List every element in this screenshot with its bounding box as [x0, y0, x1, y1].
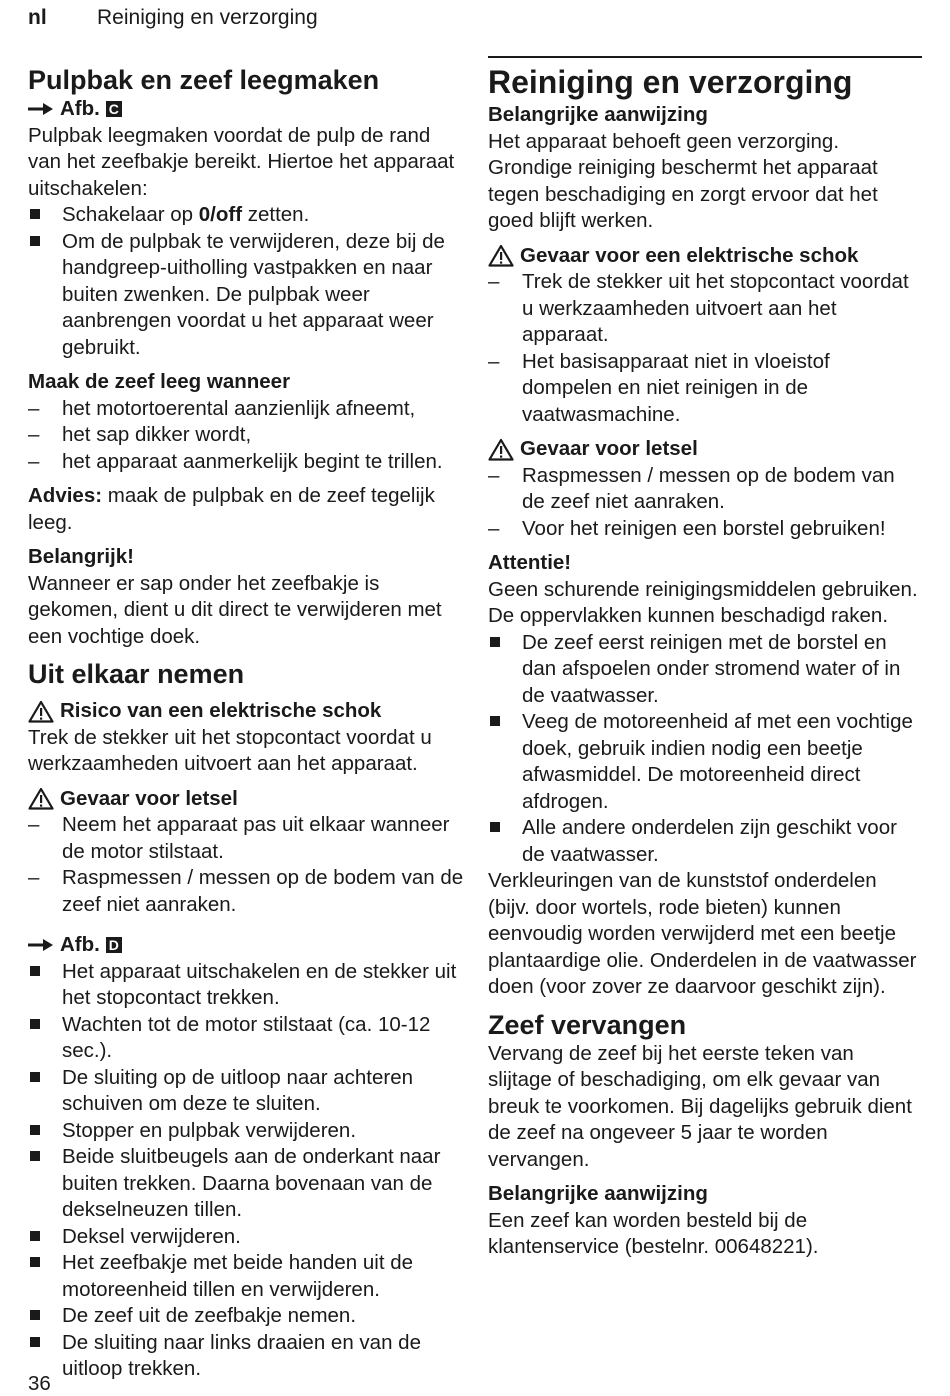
list-item: Om de pulpbak te verwijderen, deze bij de handgreep-uitholling vastpakken en naar buiten zwenken. De pulpbak weer aanbrengen voordat u het apparaat weer gebruikt.: [28, 229, 468, 362]
list-item: Veeg de motoreenheid af met een vochtige doek, gebruik indien nodig een beetje afwasmiddel. De motoreenheid direct afdrogen.: [488, 709, 922, 815]
paragraph: Een zeef kan worden besteld bij de klantenservice (bestelnr. 00648221).: [488, 1208, 819, 1258]
square-bullet-icon: [28, 959, 62, 1012]
subheading: Belangrijk!: [28, 545, 134, 568]
section-rule: [488, 56, 922, 58]
warning-triangle-icon: [28, 700, 54, 723]
list-item: – Raspmessen / messen op de bodem van de zeef niet aanraken.: [488, 463, 895, 513]
afb-label: Afb.: [60, 933, 100, 956]
warning-triangle-icon: [488, 244, 514, 267]
list-item: Het zeefbakje met beide handen uit de motoreenheid tillen en verwijderen.: [28, 1250, 468, 1303]
subheading: Maak de zeef leeg wanneer: [28, 370, 291, 393]
list-item: Beide sluitbeugels aan de onderkant naar buiten trekken. Daarna bovenaan van de dekselneuzen tillen.: [28, 1144, 468, 1224]
list-item: Wachten tot de motor stilstaat (ca. 10-12 sec.).: [28, 1012, 468, 1065]
figure-letter-badge: C: [106, 101, 122, 117]
square-bullet-icon: [28, 1303, 62, 1330]
list-item: Alle andere onderdelen zijn geschikt voor de vaatwasser.: [488, 815, 922, 868]
language-code: nl: [28, 6, 47, 29]
square-bullet-icon: [28, 229, 62, 362]
subheading: Attentie!: [488, 551, 572, 574]
paragraph: Vervang de zeef bij het eerste teken van slijtage of beschadiging, om elk gevaar van breuk te voorkomen. Bij dagelijks gebruik dient de zeef na ongeveer 5 jaar te worden vervangen.: [488, 1041, 912, 1171]
advice-paragraph: Advies: maak de pulpbak en de zeef tegelijk leeg.: [28, 484, 435, 534]
paragraph: Pulpbak leegmaken voordat de pulp de rand van het zeefbakje bereikt. Hiertoe het apparaat uitschakelen:: [28, 123, 455, 200]
warning-heading: Risico van een elektrische schok: [28, 698, 468, 725]
list-item: Het apparaat uitschakelen en de stekker uit het stopcontact trekken.: [28, 959, 468, 1012]
section-title-pulpbak: Pulpbak en zeef leegmaken: [28, 65, 380, 95]
paragraph: Geen schurende reinigingsmiddelen gebruiken. De oppervlakken kunnen beschadigd raken.: [488, 577, 918, 627]
page-title: Reiniging en verzorging: [488, 64, 853, 100]
figure-letter-badge: D: [106, 937, 122, 953]
paragraph: Verkleuringen van de kunststof onderdelen (bijv. door wortels, rode bieten) kunnen eenvoudig worden verwijderd met een beetje plantaardige olie. Onderdelen in de vaatwasser doen (voor zover ze daarvoor geschikt zijn).: [488, 869, 917, 998]
square-bullet-icon: [28, 202, 62, 229]
list-item: De zeef eerst reinigen met de borstel en dan afspoelen onder stromend water of in de vaatwasser.: [488, 630, 922, 710]
paragraph: Het apparaat behoeft geen verzorging. Grondige reiniging beschermt het apparaat tegen beschadiging en zorgt ervoor dat het goed blijft werken.: [488, 129, 878, 232]
list-item: De zeef uit de zeefbakje nemen.: [28, 1303, 468, 1330]
paragraph: Wanneer er sap onder het zeefbakje is gekomen, dient u dit direct te verwijderen met een vochtige doek.: [28, 571, 442, 648]
list-item: – Neem het apparaat pas uit elkaar wanneer de motor stilstaat.: [28, 813, 450, 863]
square-bullet-icon: [28, 1224, 62, 1251]
warning-triangle-icon: [28, 787, 54, 810]
warning-triangle-icon: [488, 438, 514, 461]
square-bullet-icon: [28, 1250, 62, 1303]
list-item: Stopper en pulpbak verwijderen.: [28, 1118, 468, 1145]
square-bullet-icon: [488, 709, 522, 815]
list-item: Deksel verwijderen.: [28, 1224, 468, 1251]
list-item: – Raspmessen / messen op de bodem van de zeef niet aanraken.: [28, 866, 464, 916]
afb-label: Afb.: [60, 97, 100, 120]
list-item: – het apparaat aanmerkelijk begint te trillen.: [28, 449, 443, 473]
header-title: Reiniging en verzorging: [97, 6, 318, 29]
arrow-right-icon: [28, 938, 54, 952]
subheading: Belangrijke aanwijzing: [488, 1182, 708, 1205]
section-title-uit-elkaar: Uit elkaar nemen: [28, 659, 245, 689]
list-item: De sluiting op de uitloop naar achteren schuiven om deze te sluiten.: [28, 1065, 468, 1118]
figure-reference-c: [28, 96, 468, 123]
square-bullet-icon: [28, 1065, 62, 1118]
switch-label: 0/off: [198, 203, 243, 226]
right-column: [488, 62, 922, 1261]
square-bullet-icon: [28, 1012, 62, 1065]
left-column: [28, 64, 468, 1383]
square-bullet-icon: [488, 815, 522, 868]
paragraph: Trek de stekker uit het stopcontact voordat u werkzaamheden uitvoert aan het apparaat.: [28, 725, 432, 775]
warning-heading: Gevaar voor letsel: [488, 436, 922, 463]
figure-reference-d: [28, 932, 468, 959]
subheading: Belangrijke aanwijzing: [488, 103, 708, 126]
arrow-right-icon: [28, 102, 54, 116]
list-item: – het sap dikker wordt,: [28, 423, 252, 446]
page-header: [28, 6, 318, 30]
section-title-zeef-vervangen: Zeef vervangen: [488, 1009, 687, 1040]
list-item: De sluiting naar links draaien en van de uitloop trekken.: [28, 1330, 468, 1383]
list-item: – Het basisapparaat niet in vloeistof dompelen en niet reinigen in de vaatwasmachine.: [488, 349, 830, 426]
warning-heading: Gevaar voor letsel: [28, 786, 468, 813]
square-bullet-icon: [28, 1144, 62, 1224]
warning-heading: Gevaar voor een elektrische schok: [488, 243, 922, 270]
square-bullet-icon: [488, 630, 522, 710]
list-item: Schakelaar op 0/off zetten.: [28, 202, 468, 229]
list-item: – Voor het reinigen een borstel gebruiken!: [488, 516, 886, 540]
list-item: – Trek de stekker uit het stopcontact voordat u werkzaamheden uitvoert aan het apparaat.: [488, 270, 909, 346]
list-item: – het motortoerental aanzienlijk afneemt,: [28, 396, 416, 420]
square-bullet-icon: [28, 1118, 62, 1145]
page-number: 36: [28, 1372, 51, 1395]
